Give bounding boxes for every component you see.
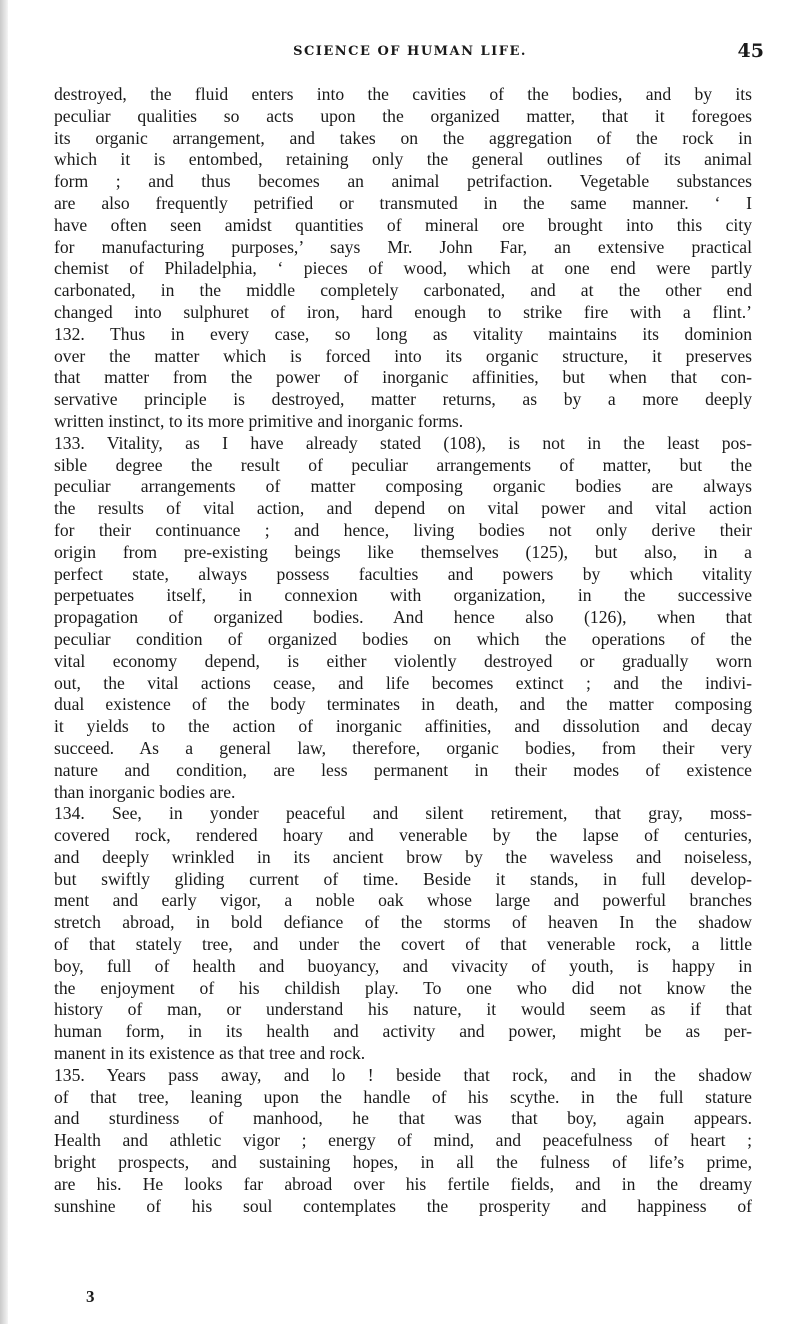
text-line: human form, in its health and activity and power, might be as per- xyxy=(54,1021,752,1042)
text-line: vital economy depend, is either violently destroyed or gradually worn xyxy=(54,650,752,671)
text-line: history of man, or understand his nature, it would seem as if that xyxy=(54,999,752,1020)
text-line: nature and condition, are less permanent in their modes of existence xyxy=(54,759,752,780)
text-line: boy, full of health and buoyancy, and vivacity of youth, is happy in xyxy=(54,955,752,976)
text-line: but swiftly gliding current of time. Beside it stands, in full develop- xyxy=(54,868,752,889)
text-line: have often seen amidst quantities of mineral ore brought into this city xyxy=(54,214,752,235)
text-line: 134. See, in yonder peaceful and silent retirement, that gray, moss- xyxy=(54,803,752,824)
text-line: 132. Thus in every case, so long as vitality maintains its dominion xyxy=(54,323,752,344)
text-line: servative principle is destroyed, matter returns, as by a more deeply xyxy=(54,389,752,410)
text-line: changed into sulphuret of iron, hard enough to strike fire with a flint.’ xyxy=(54,301,752,322)
scan-edge xyxy=(0,0,8,1324)
text-line: of that tree, leaning upon the handle of his scythe. in the full stature xyxy=(54,1086,752,1107)
running-title: SCIENCE OF HUMAN LIFE. xyxy=(293,44,527,59)
text-line: and sturdiness of manhood, he that was that boy, again appears. xyxy=(54,1108,752,1129)
text-line: 135. Years pass away, and lo ! beside that rock, and in the shadow xyxy=(54,1064,752,1085)
text-line: Health and athletic vigor ; energy of mind, and peacefulness of heart ; xyxy=(54,1130,752,1151)
text-line: the enjoyment of his childish play. To one who did not know the xyxy=(54,977,752,998)
text-line: that matter from the power of inorganic affinities, but when that con- xyxy=(54,367,752,388)
body-text xyxy=(54,84,752,1217)
text-line: which it is entombed, retaining only the general outlines of its animal xyxy=(54,149,752,170)
text-line: sible degree the result of peculiar arrangements of matter, but the xyxy=(54,454,752,475)
text-line: than inorganic bodies are. xyxy=(54,781,236,802)
signature-mark: 3 xyxy=(86,1287,95,1306)
text-line: written instinct, to its more primitive and inorganic forms. xyxy=(54,410,464,431)
text-line: for their continuance ; and hence, living bodies not only derive their xyxy=(54,519,752,540)
text-line: and deeply wrinkled in its ancient brow by the waveless and noiseless, xyxy=(54,846,752,867)
text-line: bright prospects, and sustaining hopes, in all the fulness of life’s prime, xyxy=(54,1152,752,1173)
text-line: are his. He looks far abroad over his fertile fields, and in the dreamy xyxy=(54,1173,752,1194)
text-line: for manufacturing purposes,’ says Mr. John Far, an extensive practical xyxy=(54,236,752,257)
text-line: chemist of Philadelphia, ‘ pieces of wood, which at one end were partly xyxy=(54,258,752,279)
text-line: sunshine of his soul contemplates the prosperity and happiness of xyxy=(54,1195,752,1216)
text-line: peculiar condition of organized bodies on which the operations of the xyxy=(54,628,752,649)
text-line: peculiar arrangements of matter composing organic bodies are always xyxy=(54,476,752,497)
text-line: perpetuates itself, in connexion with organization, in the successive xyxy=(54,585,752,606)
text-line: its organic arrangement, and takes on the aggregation of the rock in xyxy=(54,127,752,148)
text-line: ment and early vigor, a noble oak whose large and powerful branches xyxy=(54,890,752,911)
text-line: peculiar qualities so acts upon the organized matter, that it foregoes xyxy=(54,105,752,126)
text-line: form ; and thus becomes an animal petrifaction. Vegetable substances xyxy=(54,171,752,192)
running-head xyxy=(56,40,764,68)
text-line: dual existence of the body terminates in death, and the matter composing xyxy=(54,694,752,715)
page-number: 45 xyxy=(737,40,764,62)
text-line: succeed. As a general law, therefore, organic bodies, from their very xyxy=(54,737,752,758)
text-line: propagation of organized bodies. And hence also (126), when that xyxy=(54,607,752,628)
text-line: the results of vital action, and depend on vital power and vital action xyxy=(54,498,752,519)
text-line: over the matter which is forced into its organic structure, it preserves xyxy=(54,345,752,366)
text-line: carbonated, in the middle completely carbonated, and at the other end xyxy=(54,280,752,301)
text-line: stretch abroad, in bold defiance of the storms of heaven In the shadow xyxy=(54,912,752,933)
text-line: are also frequently petrified or transmuted in the same manner. ‘ I xyxy=(54,192,752,213)
text-line: manent in its existence as that tree and rock. xyxy=(54,1043,366,1064)
text-line: origin from pre-existing beings like themselves (125), but also, in a xyxy=(54,541,752,562)
text-line: perfect state, always possess faculties and powers by which vitality xyxy=(54,563,752,584)
text-line: covered rock, rendered hoary and venerable by the lapse of centuries, xyxy=(54,825,752,846)
text-line: out, the vital actions cease, and life becomes extinct ; and the indivi- xyxy=(54,672,752,693)
text-line: it yields to the action of inorganic affinities, and dissolution and decay xyxy=(54,716,752,737)
text-line: 133. Vitality, as I have already stated (108), is not in the least pos- xyxy=(54,432,752,453)
text-line: of that stately tree, and under the covert of that venerable rock, a little xyxy=(54,934,752,955)
text-line: destroyed, the fluid enters into the cavities of the bodies, and by its xyxy=(54,84,752,104)
